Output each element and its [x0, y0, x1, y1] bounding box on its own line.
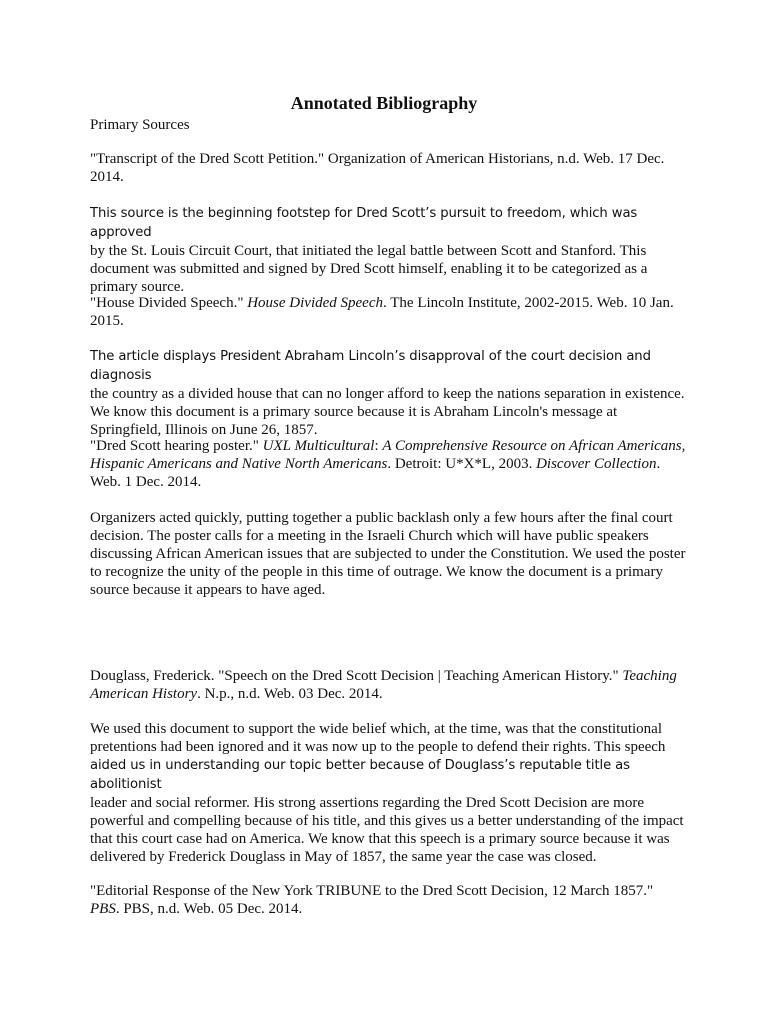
annotation-text: We used this document to support the wide belief which, at the time, was that the constitutional pretentions had been ignored and it was now up to the people to defend their rights. This speech: [90, 721, 666, 755]
citation-text: "Dred Scott hearing poster.": [90, 438, 263, 454]
page-title: Annotated Bibliography: [290, 93, 478, 113]
citation-text: :: [374, 438, 383, 454]
citation-text: Douglass, Frederick. "Speech on the Dred Scott Decision | Teaching American History.": [90, 668, 623, 684]
annotation-text: by the St. Louis Circuit Court, that initiated the legal battle between Scott and Stanford. This document was submitted and signed by Dred Scott himself, enabling it to be categorized as a primary source.: [90, 243, 648, 295]
citation-source-title: Discover Collection: [536, 456, 657, 472]
citation-house-divided-speech: [90, 294, 686, 330]
citation-source-title: PBS: [90, 901, 116, 917]
annotation-text: leader and social reformer. His strong assertions regarding the Dred Scott Decision are more powerful and compelling because of his title, and this gives us a better understanding of the impact that this court case had on America. We know that this speech is a primary source because it was delivered by Frederick Douglass in May of 1857, the same year the case was closed.: [90, 795, 684, 865]
annotation-lead: The article displays President Abraham Lincoln’s disapproval of the court decision and diagnosis: [90, 349, 651, 383]
section-heading: Primary Sources: [90, 117, 190, 133]
citation-text: . Detroit: U*X*L, 2003.: [387, 456, 537, 472]
citation-text: "House Divided Speech.": [90, 295, 248, 311]
citation-text: . N.p., n.d. Web. 03 Dec. 2014.: [197, 686, 383, 702]
citation-dred-scott-hearing-poster: [90, 437, 686, 491]
citation-douglass-speech: [90, 667, 686, 703]
citation-source-title: Teaching American History: [90, 668, 677, 702]
annotation-douglass-speech: [90, 720, 686, 866]
citation-text: . PBS, n.d. Web. 05 Dec. 2014.: [115, 901, 303, 917]
citation-source-title: UXL Multicultural: [262, 438, 375, 454]
citation-text: . The Lincoln Institute, 2002-2015. Web. 10 Jan. 2015.: [90, 295, 674, 329]
citation-text: . Web. 1 Dec. 2014.: [90, 456, 661, 490]
citation-new-york-tribune: [90, 882, 686, 918]
annotation-house-divided-speech: [90, 347, 686, 439]
annotation-text: the country as a divided house that can no longer afford to keep the nations separation in existence. We know this document is a primary source because it is Abraham Lincoln's message at Springfield, Illinois on June 26, 1857.: [90, 386, 685, 438]
annotation-lead: This source is the beginning footstep for Dred Scott’s pursuit to freedom, which was approved: [90, 206, 638, 240]
citation-dred-scott-petition: "Transcript of the Dred Scott Petition." Organization of American Historians, n.d. Web. 17 Dec. 2014.: [90, 151, 665, 185]
citation-source-title: A Comprehensive Resource on African Americans, Hispanic Americans and Native North Americans: [90, 438, 686, 472]
citation-source-title: House Divided Speech: [247, 295, 384, 311]
annotation-dred-scott-hearing-poster: Organizers acted quickly, putting together a public backlash only a few hours after the final court decision. The poster calls for a meeting in the Israeli Church which will have public speakers discussing African American issues that are subjected to under the Constitution. We used the poster to recognize the unity of the people in this time of outrage. We know the document is a primary source because it appears to have aged.: [90, 510, 686, 598]
annotation-dred-scott-petition: [90, 204, 686, 296]
annotation-text-sans: aided us in understanding our topic better because of Douglass’s reputable title as abolitionist: [90, 758, 630, 792]
citation-text: "Editorial Response of the New York TRIBUNE to the Dred Scott Decision, 12 March 1857.": [90, 883, 654, 899]
